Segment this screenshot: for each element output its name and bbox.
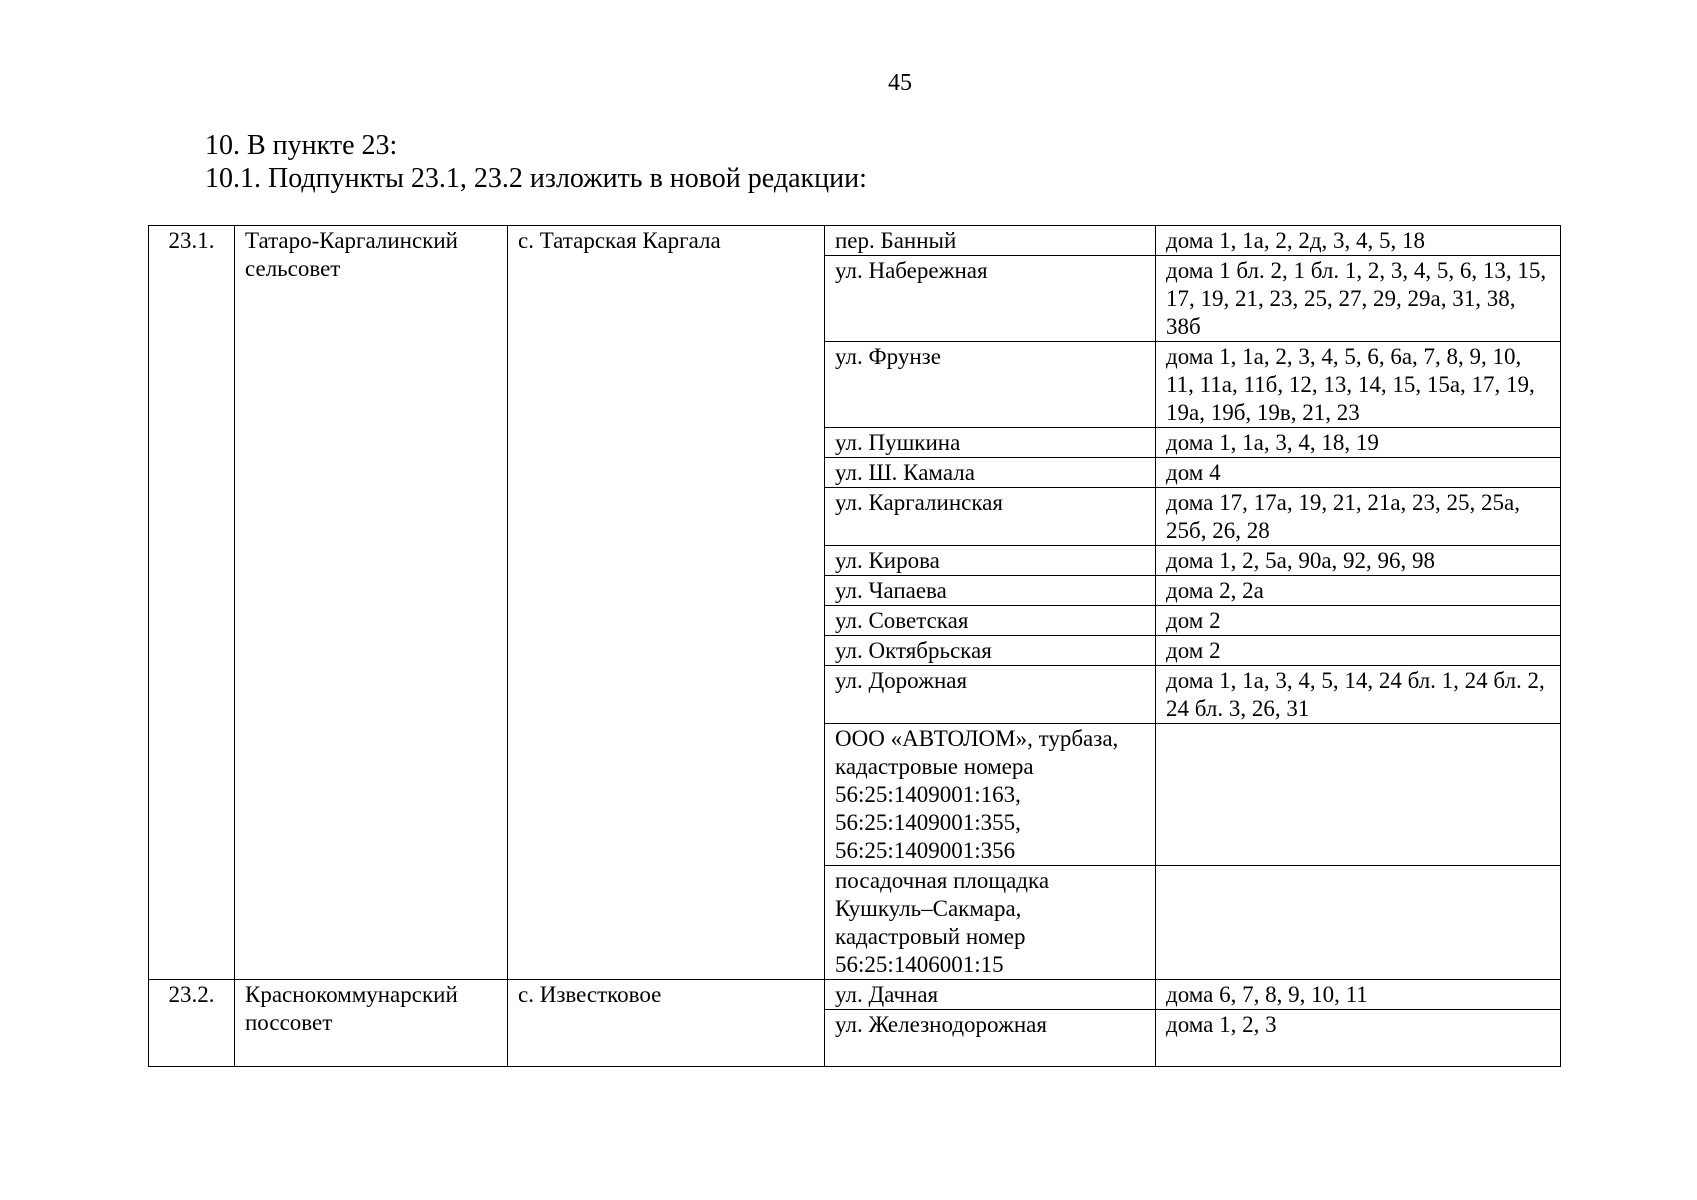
street-cell: ул. Советская	[825, 606, 1156, 636]
item-number: 23.2.	[149, 980, 235, 1067]
houses-cell: дома 1, 1а, 3, 4, 5, 14, 24 бл. 1, 24 бл. 2, 24 бл. 3, 26, 31	[1156, 666, 1561, 724]
locality-cell: с. Известковое	[508, 980, 825, 1067]
district-cell: Татаро-Каргалинский сельсовет	[235, 226, 508, 980]
table-row	[149, 980, 1561, 1010]
street-cell: ул. Каргалинская	[825, 488, 1156, 546]
table-row	[149, 226, 1561, 256]
district-cell: Краснокоммунарский поссовет	[235, 980, 508, 1067]
houses-cell	[1156, 724, 1561, 866]
section-heading: 10. В пункте 23:	[205, 130, 398, 161]
houses-cell: дома 1, 2, 3	[1156, 1010, 1561, 1067]
houses-cell	[1156, 866, 1561, 980]
address-table	[148, 225, 1561, 1067]
street-cell: ул. Кирова	[825, 546, 1156, 576]
street-cell: ул. Дачная	[825, 980, 1156, 1010]
houses-cell: дом 4	[1156, 458, 1561, 488]
houses-cell: дома 1, 1а, 2, 3, 4, 5, 6, 6а, 7, 8, 9, 10, 11, 11а, 11б, 12, 13, 14, 15, 15а, 17, 19, 19а, 19б, 19в, 21, 23	[1156, 342, 1561, 428]
street-cell: посадочная площадка Кушкуль–Сакмара, кадастровый номер 56:25:1406001:15	[825, 866, 1156, 980]
street-cell: пер. Банный	[825, 226, 1156, 256]
houses-cell: дома 17, 17а, 19, 21, 21а, 23, 25, 25а, 25б, 26, 28	[1156, 488, 1561, 546]
street-cell: ул. Фрунзе	[825, 342, 1156, 428]
houses-cell: дома 1, 2, 5а, 90а, 92, 96, 98	[1156, 546, 1561, 576]
houses-cell: дома 6, 7, 8, 9, 10, 11	[1156, 980, 1561, 1010]
houses-cell: дом 2	[1156, 606, 1561, 636]
houses-cell: дома 2, 2а	[1156, 576, 1561, 606]
houses-cell: дома 1 бл. 2, 1 бл. 1, 2, 3, 4, 5, 6, 13, 15, 17, 19, 21, 23, 25, 27, 29, 29а, 31, 38, 38б	[1156, 256, 1561, 342]
street-cell: ООО «АВТОЛОМ», турбаза, кадастровые номера 56:25:1409001:163, 56:25:1409001:355, 56:25:1409001:356	[825, 724, 1156, 866]
street-cell: ул. Ш. Камала	[825, 458, 1156, 488]
street-cell: ул. Октябрьская	[825, 636, 1156, 666]
street-cell: ул. Железнодорожная	[825, 1010, 1156, 1067]
page-number: 45	[888, 70, 912, 96]
houses-cell: дома 1, 1а, 3, 4, 18, 19	[1156, 428, 1561, 458]
locality-cell: с. Татарская Каргала	[508, 226, 825, 980]
street-cell: ул. Пушкина	[825, 428, 1156, 458]
houses-cell: дом 2	[1156, 636, 1561, 666]
street-cell: ул. Чапаева	[825, 576, 1156, 606]
street-cell: ул. Дорожная	[825, 666, 1156, 724]
houses-cell: дома 1, 1а, 2, 2д, 3, 4, 5, 18	[1156, 226, 1561, 256]
street-cell: ул. Набережная	[825, 256, 1156, 342]
item-number: 23.1.	[149, 226, 235, 980]
subsection-heading: 10.1. Подпункты 23.1, 23.2 изложить в новой редакции:	[205, 163, 867, 194]
